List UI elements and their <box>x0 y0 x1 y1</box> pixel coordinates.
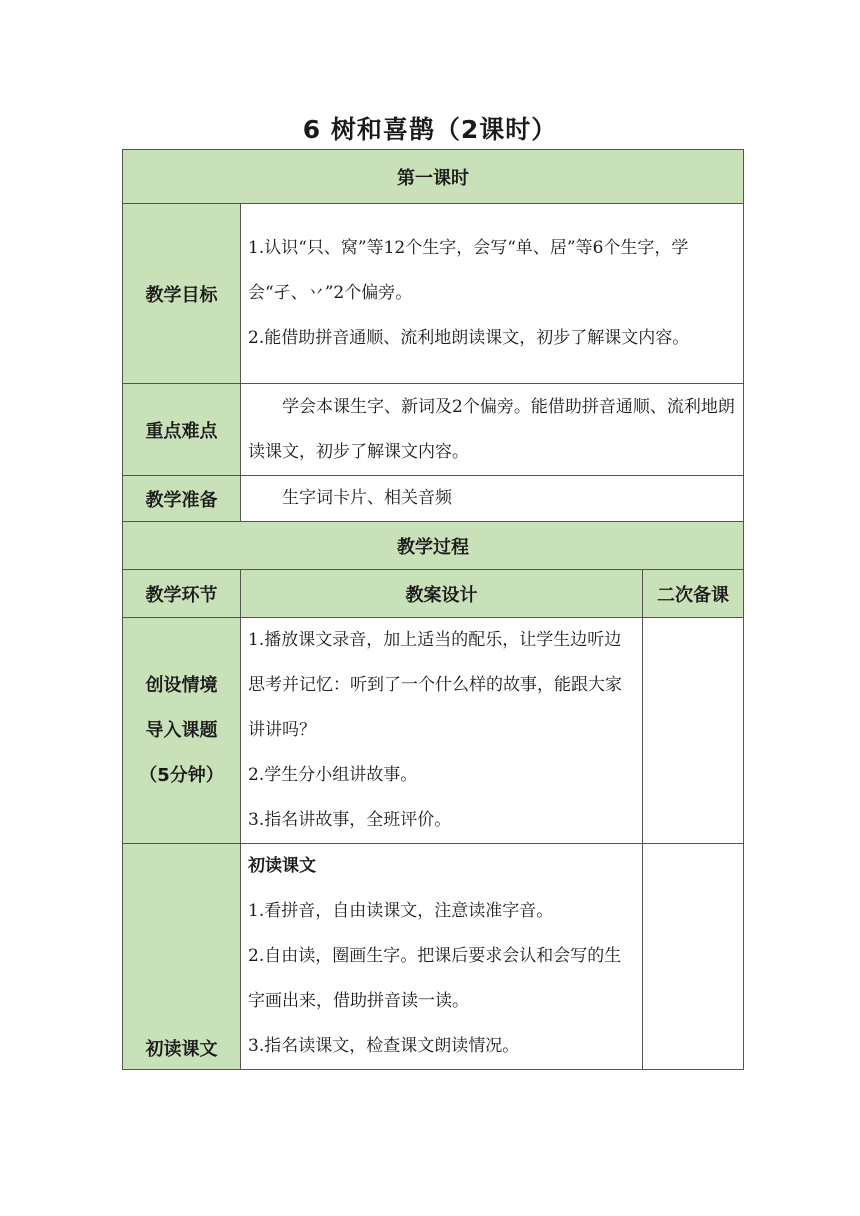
key-points-content <box>241 384 744 476</box>
preparation-text: 生字词卡片、相关音频 <box>282 488 452 508</box>
stage1-design <box>241 618 643 844</box>
lesson-plan-table <box>122 149 744 1070</box>
stage2-item: 3.指名读课文，检查课文朗读情况。 <box>248 1036 520 1056</box>
stage1-label-line: 导入课题 <box>145 720 218 741</box>
stage2-item: 1.看拼音，自由读课文，注意读准字音。 <box>248 901 554 921</box>
lesson1-header: 第一课时 <box>123 150 744 204</box>
stage1-item: 3.指名讲故事，全班评价。 <box>248 810 452 830</box>
key-points-text: 学会本课生字、新词及2个偏旁。能借助拼音通顺、流利地朗读课文，初步了解课文内容。 <box>248 396 735 462</box>
column-design: 教案设计 <box>241 570 643 618</box>
stage2-item: 2.自由读，圈画生字。把课后要求会认和会写的生字画出来，借助拼音读一读。 <box>248 946 622 1011</box>
document-title: 6 树和喜鹊（2课时） <box>302 115 558 144</box>
objectives-content <box>241 204 744 384</box>
stage1-label-line: 创设情境 <box>145 675 218 696</box>
stage1-row <box>123 618 744 844</box>
preparation-content <box>241 476 744 522</box>
preparation-label: 教学准备 <box>123 476 241 522</box>
column-revision: 二次备课 <box>643 570 744 618</box>
objectives-row <box>123 204 744 384</box>
objectives-label: 教学目标 <box>123 204 241 384</box>
stage1-label-line: （5分钟） <box>139 765 224 786</box>
column-header-row <box>123 570 744 618</box>
process-header: 教学过程 <box>123 522 744 570</box>
stage1-revision <box>643 618 744 844</box>
stage2-row <box>123 844 744 1070</box>
preparation-row <box>123 476 744 522</box>
stage1-item: 1.播放课文录音，加上适当的配乐，让学生边听边思考并记忆：听到了一个什么样的故事，能跟大家讲讲吗？ <box>248 630 622 740</box>
stage2-label: 初读课文 <box>123 844 241 1070</box>
stage2-design <box>241 844 643 1070</box>
stage1-item: 2.学生分小组讲故事。 <box>248 765 418 785</box>
objective-item: 2.能借助拼音通顺、流利地朗读课文，初步了解课文内容。 <box>248 328 690 348</box>
lesson1-header-row <box>123 150 744 204</box>
stage1-label <box>123 618 241 844</box>
key-points-row <box>123 384 744 476</box>
stage2-revision <box>643 844 744 1070</box>
objective-item: 1.认识“只、窝”等12个生字，会写“单、居”等6个生字，学会“孑、丷”2个偏旁。 <box>248 238 689 303</box>
process-header-row <box>123 522 744 570</box>
key-points-label: 重点难点 <box>123 384 241 476</box>
stage2-subheading: 初读课文 <box>248 856 316 876</box>
column-stage: 教学环节 <box>123 570 241 618</box>
